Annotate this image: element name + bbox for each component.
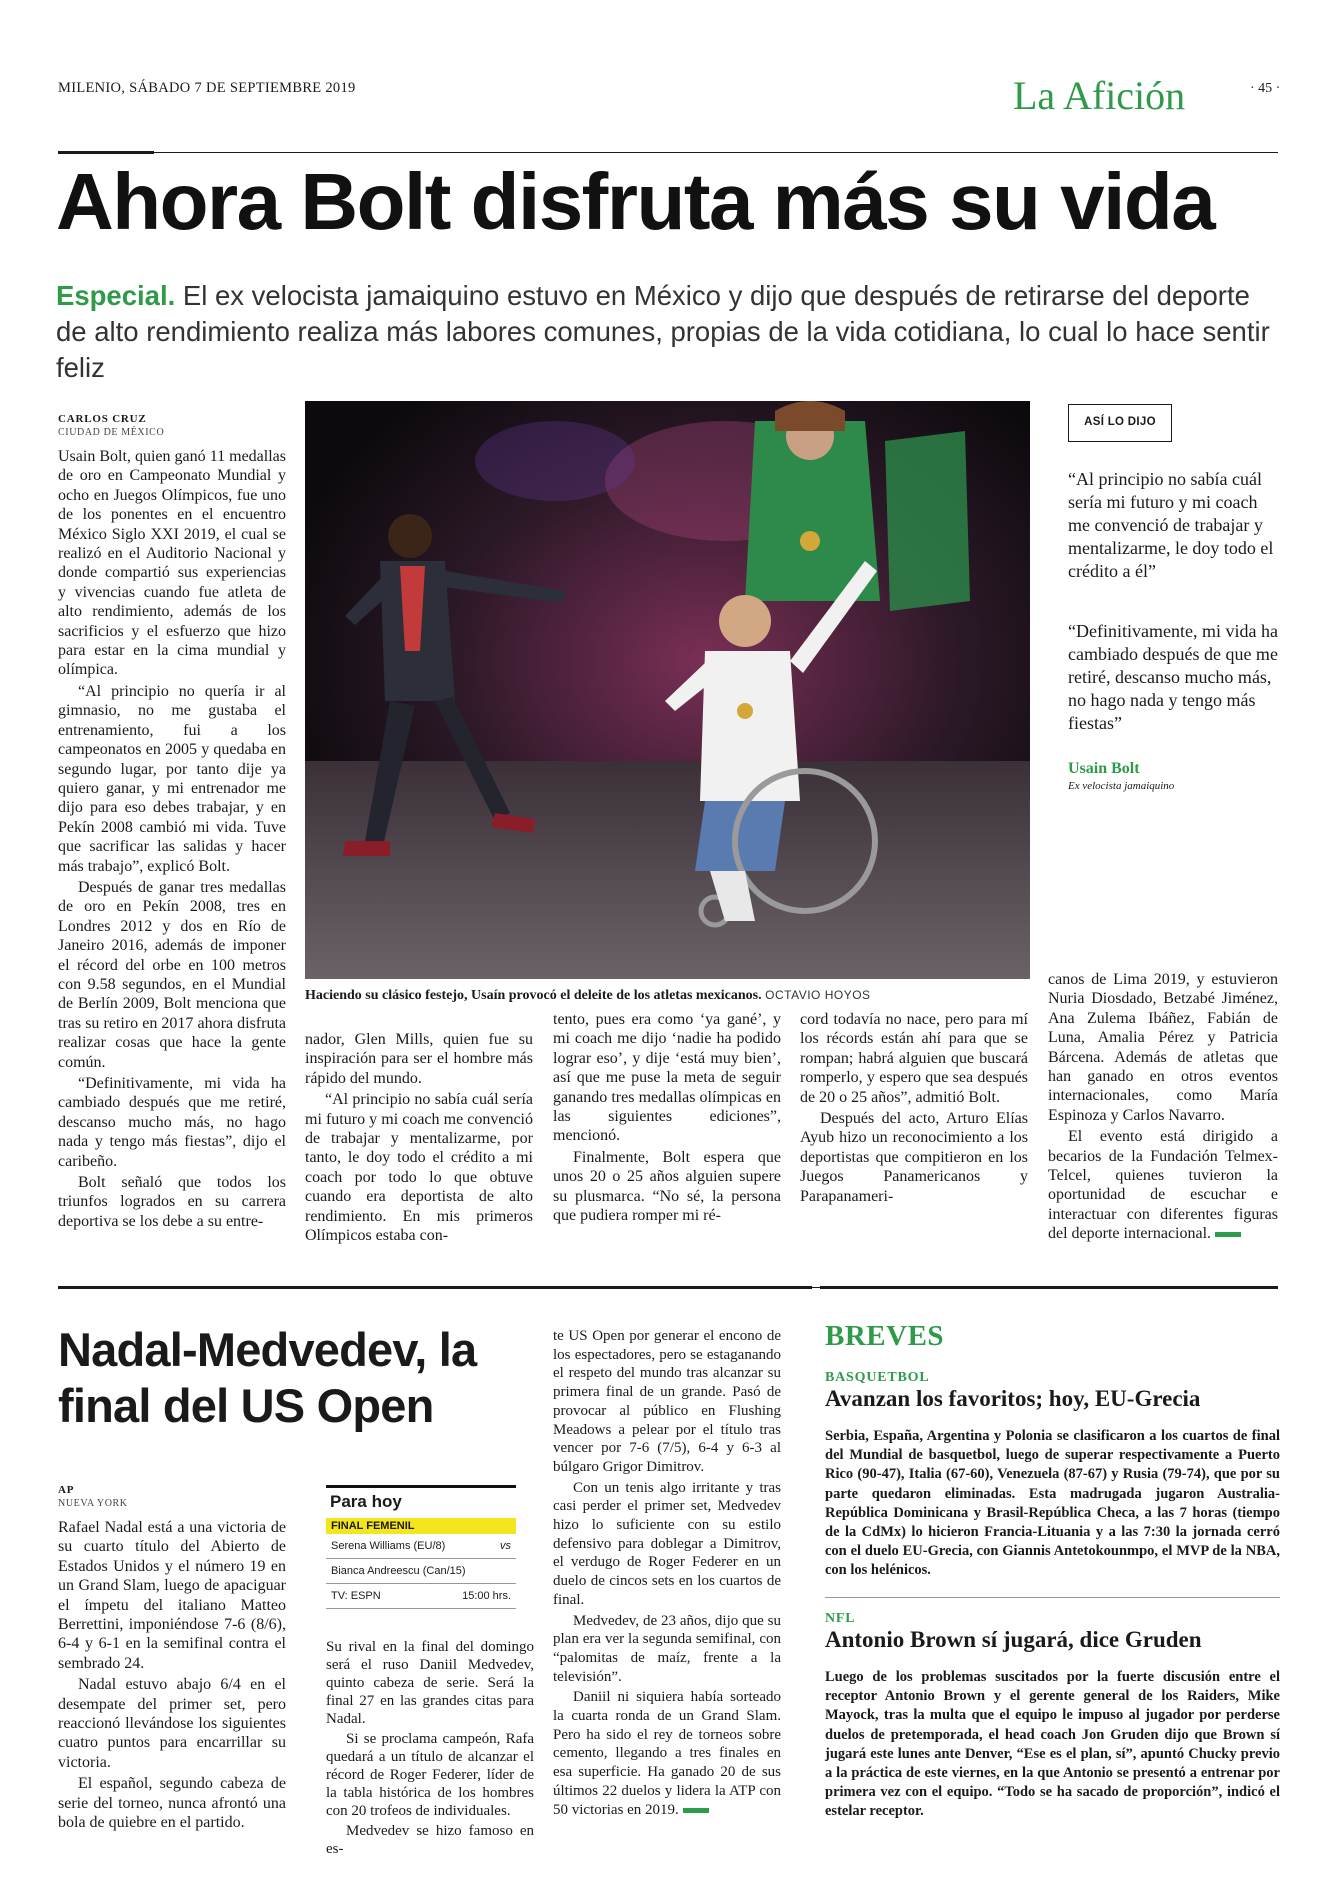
schedule-row [326,1559,516,1584]
pull-quote-2: “Definitivamente, mi vida ha cambiado después de que me retiré, descanso mucho más, no hago nada y tengo más fiestas” [1068,621,1278,733]
story1-column-5 [1048,970,1278,1246]
masthead-date: MILENIO, SÁBADO 7 DE SEPTIEMBRE 2019 [58,80,356,96]
story2-dateline: NUEVA YORK [58,1498,128,1509]
player-2: Bianca Andreescu (Can/15) [331,1565,466,1577]
paragraph: Bolt señaló que todos los triunfos logrados en su carrera deportiva se los debe a su entre- [58,1174,286,1230]
deck-lead: Especial. [56,280,176,311]
end-mark [683,1808,709,1813]
paragraph: nador, Glen Mills, quien fue su inspiración para ser el hombre más rápido del mundo. [305,1031,533,1087]
schedule-label: FINAL FEMENIL [326,1518,516,1534]
paragraph: “Al principio no sabía cuál sería mi futuro y mi coach me convenció de trabajar y mentalizarme, por tanto, le doy todo el crédito a mi coach por todo lo que obtuve cuando era deportista de alto rendimiento. En mis primeros Olímpicos estaba con- [305,1091,533,1245]
paragraph: tento, pues era como ‘ya gané’, y mi coach me dijo ‘nadie ha podido lograr eso’, y dije ‘está muy bien’, así que me puse la meta de seguir ganando tres medallas olímpicas en las siguientes ediciones”, mencionó. [553,1011,781,1145]
paragraph: te US Open por generar el encono de los espectadores, pero se estaganando el respeto del mundo tras alcanzar su primera final de un grande. Pasó de provocar al público en Flushing Meadows a pelear por el título tras vencer por 7-6 (7/5), 6-4 y 6-3 al búlgaro Grigor Dimitrov. [553,1328,781,1475]
quote-box-label: ASÍ LO DIJO [1068,404,1172,442]
quote-author: Usain Bolt [1068,760,1140,777]
caption-text: Haciendo su clásico festejo, Usaín provocó el deleite de los atletas mexicanos. [305,988,762,1003]
paragraph: Medvedev, de 23 años, dijo que su plan era ver la segunda semifinal, con “palomitas de maíz, frente a la televisión”. [553,1612,781,1685]
schedule-row [326,1534,516,1559]
paragraph: Su rival en la final del domingo será el ruso Daniil Medvedev, quinto cabeza de serie. Será la final 27 en las grandes citas para Nadal. [326,1639,534,1727]
story2-headline: Nadal-Medvedev, la final del US Open [58,1323,477,1432]
paragraph: canos de Lima 2019, y estuvieron Nuria Diosdado, Betzabé Jiménez, Ana Zulema Ibáñez, Fabián de Luna, Amalia Pérez y Patricia Bárcena. Además de atletas que han ganado en otros eventos internacionales, como María Espinoza y Carlos Navarro. [1048,971,1278,1124]
story1-column-1 [58,447,286,1233]
paragraph: Usain Bolt, quien ganó 11 medallas de oro en Campeonato Mundial y ocho en Juegos Olímpicos, fue uno de los ponentes en el encuentro México Siglo XXI 2019, el cual se realizó en el Auditorio Nacional y donde compartió sus experiencias y vivencias cuando fue atleta de alto rendimiento, además de los sacrificios y el esfuerzo que hizo para estar en la cima mundial y olímpica. [58,448,286,679]
story2-column-2 [326,1638,534,1860]
match-time: 15:00 hrs. [462,1590,511,1602]
page-number: · 45 · [1250,81,1281,96]
byline: CARLOS CRUZ [58,413,147,425]
brief-body: Serbia, España, Argentina y Polonia se clasificaron a los cuartos de final del Mundial de basquetbol, luego de superar respectivamente a Puerto Rico (90-47), Italia (67-60), Venezuela (87-67) y Rusia (79-74), que por su parte quedaron eliminadas. Esta madrugada jugaron Australia-República Dominicana y Brasil-República Checa, a las 7 horas (tiempo de la CdMx) lo hicieron Francia-Lituania y a las 7:30 la jornada cerró con el duelo EU-Grecia, con Giannis Antetokounmpo, el MVP de la NBA, con los helénicos. [825,1428,1280,1579]
brief-kicker: BASQUETBOL [825,1370,930,1385]
deck-text: El ex velocista jamaiquino estuvo en México y dijo que después de retirarse del deporte de alto rendimiento realiza más labores comunes, propias de la vida cotidiana, lo cual lo hace sentir feliz [56,280,1270,383]
paragraph: El español, segundo cabeza de serie del torneo, nunca afrontó una bola de quiebre en el partido. [58,1775,286,1832]
quote-author-role: Ex velocista jamaiquino [1068,780,1175,792]
paragraph: Con un tenis algo irritante y tras casi perder el primer set, Medvedev hizo lo suficiente con su estilo defensivo para doblegar a Dimitrov, el verdugo de Roger Federer en un duelo de cincos sets en los cuartos de final. [553,1479,781,1608]
pull-quote-1: “Al principio no sabía cuál sería mi futuro y mi coach me convenció de trabajar y mentalizarme, le doy todo el crédito a él” [1068,469,1274,581]
paragraph: Daniil ni siquiera había sorteado la cuarta ronda de un Grand Slam. Pero ha sido el rey de torneos sobre cemento, llegando a tres finales en esa superficie. Ha ganado 20 de sus últimos 22 duelos y lidera la ATP con 50 victorias en 2019. [553,1689,781,1818]
photo-bolt-celebration [305,401,1030,979]
paragraph: Después de ganar tres medallas de oro en Pekín 2008, tres en Londres 2012 y dos en Río de Janeiro 2016, además de imponer el récord del orbe en 100 metros con 9.58 segundos, en el Mundial de Berlín 2009, Bolt menciona que tras su retiro en 2017 ahora disfruta realizar cosas que hace la gente común. [58,878,286,1071]
dateline: CIUDAD DE MÉXICO [58,427,165,438]
paragraph: “Al principio no quería ir al gimnasio, no me gustaba el entrenamiento, fui a los campeonatos en 2005 y quedaba en segundo lugar, por tanto dije ya quiero ganar, y mi entrenador me dijo para eso debes trabajar, y en Pekín 2008 cambió mi vida. Tuve que sacrificar las salidas y hacer más trabajo”, explicó Bolt. [58,682,286,875]
story2-column-3 [553,1327,781,1821]
photo-illustration [305,401,1030,979]
end-mark [1215,1232,1241,1237]
schedule-title: Para hoy [326,1485,516,1512]
versus: vs [500,1540,511,1552]
brief-kicker: NFL [825,1611,856,1626]
brief-body: Luego de los problemas suscitados por la fuerte discusión entre el receptor Antonio Brown y el gerente general de los Raiders, Mike Mayock, tras la multa que el equipo le impuso al jugador por perderse duelos de pretemporada, el head coach Jon Gruden dijo que Brown sí jugará este lunes ante Denver, “Ese es el plan, sí”, apuntó Chucky previo a la práctica de este viernes, en la que Antonio se presentó a entrenar por primera vez con el equipo. “Todo se ha sacado de proporción”, indicó el estelar receptor. [825,1669,1280,1820]
top-rule-accent [58,151,154,154]
paragraph: El evento está dirigido a becarios de la Fundación Telmex-Telcel, quienes tuvieron la oportunidad de escuchar e interactuar con diferentes figuras del deporte internacional. [1048,1128,1278,1243]
paragraph: Medvedev se hizo famoso en es- [326,1823,534,1857]
paragraph: Rafael Nadal está a una victoria de su cuarto título del Abierto de Estados Unidos y el número 19 en un Grand Slam, luego de apaciguar el ímpetu del italiano Matteo Berrettini, imponiéndose 7-6 (8/6), 6-4 y 6-1 en la semifinal contra el sembrado 24. [58,1519,286,1672]
player-1: Serena Williams (EU/8) [331,1540,446,1552]
brief-divider [825,1597,1280,1598]
breves-rule [820,1286,1278,1289]
top-rule [58,152,1278,153]
breves-title: BREVES [825,1320,945,1352]
section-brand: La Afición [1013,73,1186,118]
paragraph: “Definitivamente, mi vida ha cambiado después que me retiré, descanso mucho más, no hago nada y tengo más fiestas”, dijo el caribeño. [58,1075,286,1170]
schedule-row [326,1584,516,1609]
brief-headline: Avanzan los favoritos; hoy, EU-Grecia [825,1386,1201,1411]
story1-column-4 [800,1010,1028,1208]
paragraph: Nadal estuvo abajo 6/4 en el desempate del primer set, pero reaccionó llevándose los siguientes cuatro puntos para encarrillar su victoria. [58,1676,286,1771]
story2-byline: AP [58,1484,75,1496]
photo-caption [305,988,1030,1004]
paragraph: Si se proclama campeón, Rafa quedará a un título de alcanzar el récord de Roger Federer, líder de la tabla histórica de los hombres con 20 trofeos de individuales. [326,1731,534,1819]
brief-headline: Antonio Brown sí jugará, dice Gruden [825,1627,1202,1652]
caption-credit: OCTAVIO HOYOS [765,988,871,1002]
story1-column-3 [553,1010,781,1227]
paragraph: Después del acto, Arturo Elías Ayub hizo un reconocimiento a los deportistas que compitieron en los Juegos Panamericanos y Parapanameri- [800,1110,1028,1205]
paragraph: Finalmente, Bolt espera que unos 20 o 25 años alguien supere su plusmarca. “No sé, la persona que pudiera romper mi ré- [553,1148,781,1225]
main-headline: Ahora Bolt disfruta más su vida [56,157,1215,246]
tv-channel: TV: ESPN [331,1590,381,1602]
story1-column-2 [305,1030,533,1247]
paragraph: cord todavía no nace, pero para mí los récords están ahí para que se rompan; habrá alguien que buscará romperlo, y espero que sea después de 20 o 25 años”, admitió Bolt. [800,1011,1028,1106]
story2-column-1 [58,1518,286,1835]
schedule-box [326,1485,516,1609]
section-divider-accent [58,1286,812,1289]
main-deck [56,278,1286,386]
